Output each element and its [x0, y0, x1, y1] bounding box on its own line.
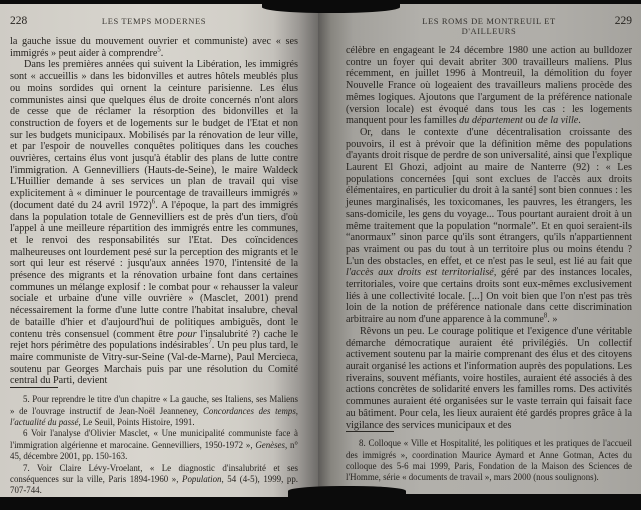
footnote: 6 Voir l'analyse d'Olivier Masclet, « Une municipalité communiste face à l'immigration algérienne et marocaine. Gennevilliers, 1950-1972 », Genèses, n° 45, décembre 2001, pp. 150-163. — [10, 428, 298, 462]
body-paragraph: Or, dans le contexte d'une décentralisation croissante des pouvoirs, il est à prévoir que la définition même des populations d'ayants droit risque de perdre de son universalité, ainsi que l'explique Laurent El Ghozi, adjoint au maire de Nanterre (92) : « Les populations concernées [qui sont exclues de l'accès aux droits élémentaires, en particulier du droit à la santé] sont bien connues : les jeunes marginalisés, les toxicomanes, les pauvres, les étrangers, les sans-domicile, les gens du voyage... Tous pourtant auraient droit à un même traitement que la population “normale”. Et en quoi seraient-ils “anormaux” sinon parce qu'ils sont étrangers, qu'ils n'appartiennent pas vraiment ou pas du tout à un territoire plus ou moins étendu ? L'un des obstacles, en effet, et ce n'est pas le seul, est lié au fait que l'accès aux droits est territorialisé, géré par des instances locales, territoriales, voire que certains droits sont eux-mêmes exclusivement liés à une collectivité locale. [...] On voit bien que l'on n'est pas très loin de la notion de préférence nationale dans cette discrimination arbitraire au nom d'une apparence à la commune$^8$. » — [346, 126, 632, 326]
running-header-right: LES ROMS DE MONTREUIL ET D'AILLEURS — [422, 16, 556, 36]
footnote: 8. Colloque « Ville et Hospitalité, les politiques et les pratiques de l'accueil des immigrés », coordination Maurice Aymard et Anne Gotman, Actes du colloque des 5-6 mai 1999, Paris, Fondation de la Maison des Sciences de l'Homme, série « documents de travail », mars 2000 (nous soulignons). — [346, 438, 632, 483]
page-header-right — [346, 15, 632, 36]
footnotes-left — [10, 394, 298, 497]
footnote-block-right — [346, 431, 632, 510]
body-paragraph: la gauche issue du mouvement ouvrier et communiste) avec « ses immigrés » peut aider à comprendre$^5$. — [10, 36, 298, 59]
page-header-left — [10, 15, 298, 27]
footnote: 5. Pour reprendre le titre d'un chapitre « La gauche, ses Italiens, ses Maliens » de l'ouvrage instructif de Jean-Noël Jeanneney, Concordances des temps, l'actualité du passé, Le Seuil, Points Histoire, 1991. — [10, 394, 298, 427]
running-header-left: LES TEMPS MODERNES — [101, 16, 207, 26]
scan-edge-top-gutter — [262, 0, 400, 13]
body-paragraph: Dans les premières années qui suivent la Libération, les immigrés sont « accueillis » dans les bidonvilles et autres hôtels meublés plus ou moins sordides qui ornent la ceinture parisienne. Les élus communistes ainsi que quelques élus de droite concernés n'ont alors de cesse que de réclamer la résorption des bidonvilles et la construction de foyers et de logements sur le budget de l'Etat et non sur les budgets municipaux. Mobilisés par la rénovation de leur ville, et par l'espoir de nouvelles conquêtes politiques dans les couches ouvrières, certains élus vont jusqu'à établir des plans de lutte contre l'immigration. A Gennevilliers (Hauts-de-Seine), le maire Waldeck L'Huillier demande à ses services un plan de travail qui vise explicitement à « diminuer le pourcentage de travailleurs immigrés » (document daté du 24 avril 1972)$^6$. A l'époque, la part des immigrés dans la population totale de Gennevilliers est de près d'un tiers, d'où l'appel à une meilleure répartition des immigrés entre les communes, et le renvoi des responsabilités sur l'Etat. Des coïncidences malheureuses ont lourdement pesé sur la perception des migrants et le sort qui leur est réservé : jusqu'aux années 1970, l'intensité de la présence des migrants et la rénovation urbaine font dans certaines communes un mélange explosif : le combat pour « rehausser la valeur sociale et urbaine d'une ville ouvrière » (Masclet, 2001) prend nécessairement la forme d'une lutte contre l'habitat insalubre, cheval de bataille d'hier et d'aujourd'hui de politiques ambiguës, dont le contenu très consensuel (comment être pour l'insalubrité ?) cache le rejet hors périmètre des populations indésirables$^7$. Un peu plus tard, le maire communiste de Vitry-sur-Seine (Val-de-Marne), Paul Mercieca, soutenu par Georges Marchais puis par une résolution du Comité central du Parti, devient — [10, 59, 298, 387]
body-paragraph: célèbre en engageant le 24 décembre 1980 une action au bulldozer contre un foyer qui devait abriter 300 travailleurs maliens. Plus récemment, en juillet 1996 à Montreuil, la démolition du foyer Nouvelle France où logeaient des travailleurs maliens procède des mêmes logiques. Ajoutons que l'argument de la préférence nationale (version locale) est évoqué dans tous les cas : les logements manquent pour les familles du département ou de la ville. — [346, 45, 632, 127]
page-number-right: 229 — [614, 15, 632, 27]
page-body-left — [10, 36, 298, 387]
page-body-right — [346, 45, 632, 431]
footnote-rule-left — [10, 387, 58, 388]
footnotes-right — [346, 438, 632, 484]
body-paragraph: Rêvons un peu. Le courage politique et l'exigence d'une véritable démarche démocratique auraient été privilégiés. Un collectif activement soutenu par la mairie comprenant des élus et des citoyens aurait organisé les actions et l'information auprès des populations. Les riverains, souvent méfiants, voire hostiles, auraient été associés à des actions concrètes de solidarité envers les familles roms. Des activités communes auraient été organisées sur le vaste terrain qui faisait face au bâtiment. Pour cela, les lieux auraient été gardés propres grâce à la vigilance des services municipaux et des — [346, 325, 632, 431]
footnote: 7. Voir Claire Lévy-Vroelant, « Le diagnostic d'insalubrité et ses conséquences sur la ville, Paris 1894-1960 », Population, 54 (4-5), 1999, pp. 707-744. — [10, 462, 298, 496]
footnote-block-left — [10, 387, 298, 499]
page-number-left: 228 — [10, 15, 28, 27]
footnote-rule-right — [346, 431, 394, 432]
page-left — [0, 3, 318, 497]
page-right — [318, 3, 641, 497]
